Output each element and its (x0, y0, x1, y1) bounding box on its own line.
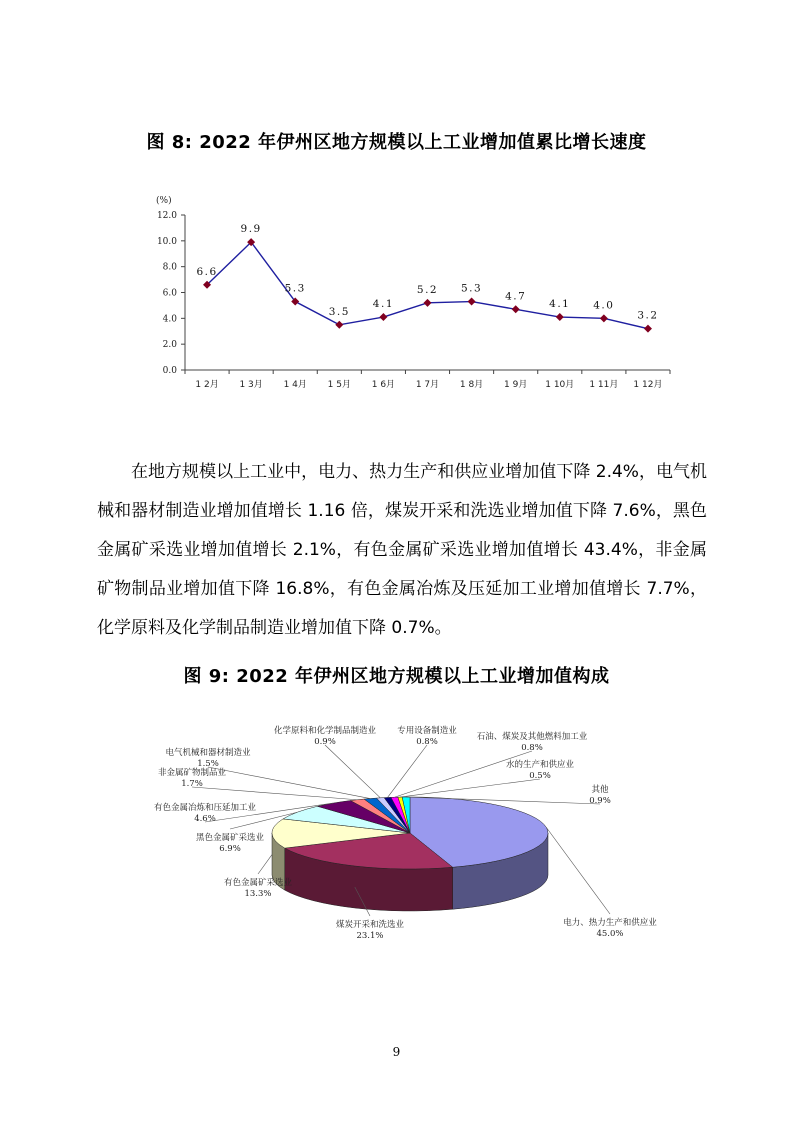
pie-label: 石油、煤炭及其他燃料加工业 (476, 732, 588, 742)
pie-value-label: 0.9% (314, 737, 336, 747)
data-point (335, 321, 343, 329)
pie-value-label: 4.6% (194, 814, 216, 824)
page-number: 9 (392, 1045, 401, 1059)
data-point (468, 298, 476, 306)
data-label: 3.2 (637, 309, 659, 322)
x-tick-label: 1 9月 (504, 380, 528, 390)
x-tick-label: 1 3月 (239, 380, 263, 390)
data-point (424, 299, 432, 307)
leader-line (388, 745, 427, 797)
leader-line (546, 827, 610, 914)
x-tick-label: 1 5月 (327, 380, 351, 390)
data-label: 5.3 (284, 282, 306, 295)
x-tick-label: 1 8月 (459, 380, 484, 390)
pie-label: 煤炭开采和洗选业 (335, 920, 405, 930)
data-label: 5.2 (416, 283, 439, 296)
y-tick-label: 6.0 (162, 288, 177, 299)
data-label: 3.5 (328, 305, 350, 318)
pie-chart (140, 700, 720, 970)
pie-value-label: 0.8% (416, 737, 438, 747)
y-tick-label: 10.0 (156, 236, 177, 247)
data-point (512, 305, 520, 313)
x-tick-label: 1 2月 (195, 380, 219, 390)
pie-value-label: 1.5% (197, 759, 219, 769)
x-tick-label: 1 10月 (545, 380, 575, 390)
x-tick-label: 1 12月 (633, 380, 663, 390)
pie-value-label: 13.3% (244, 889, 272, 899)
pie-value-label: 45.0% (596, 929, 624, 939)
pie-value-label: 1.7% (181, 779, 203, 789)
data-point (600, 314, 608, 322)
data-point (644, 325, 652, 333)
leader-line (394, 751, 532, 797)
pie-label: 其他 (591, 785, 609, 795)
paragraph-text: 在地方规模以上工业中，电力、热力生产和供应业增加值下降 2.4%，电气机械和器材制造业增加值增长 1.16 倍，煤炭开采和洗选业增加值下降 7.6%，黑色金属矿采选业增加值增长 2.1%，有色金属矿采选业增加值增长 43.4%，非金属矿物制品业增加值下降 16.8%，有色金属冶炼及压延加工业增加值增长 7.7%，化学原料及化学制品制造业增加值下降 0.7%。 (97, 462, 707, 638)
data-label: 6.6 (196, 265, 218, 278)
pie-label: 黑色金属矿采选业 (195, 833, 265, 843)
data-label: 4.7 (505, 290, 527, 303)
figure9-title: 图 9: 2022 年伊州区地方规模以上工业增加值构成 (183, 666, 610, 687)
leader-line (325, 745, 380, 798)
pie-value-label: 23.1% (356, 931, 384, 941)
pie-label: 化学原料和化学制品制造业 (273, 726, 377, 736)
y-tick-label: 0.0 (162, 366, 177, 376)
data-point (556, 313, 564, 321)
data-label: 4.1 (372, 298, 395, 311)
y-unit-label: (%) (156, 196, 172, 206)
data-label: 9.9 (240, 223, 262, 236)
y-tick-label: 8.0 (162, 262, 177, 273)
pie-value-label: 0.5% (529, 771, 551, 781)
data-label: 4.0 (593, 299, 615, 312)
x-tick-label: 1 7月 (415, 380, 440, 390)
pie-label: 有色金属冶炼和压延加工业 (153, 803, 257, 813)
line-chart (140, 185, 700, 415)
leader-line (258, 855, 272, 874)
y-tick-label: 4.0 (162, 314, 177, 325)
leader-line (192, 787, 357, 800)
pie-label: 专用设备制造业 (397, 726, 457, 736)
pie-label: 有色金属矿采选业 (223, 878, 293, 888)
pie-value-label: 0.9% (589, 796, 611, 806)
x-tick-label: 1 6月 (371, 380, 396, 390)
y-tick-label: 12.0 (156, 211, 177, 221)
body-paragraph (97, 453, 707, 648)
data-point (379, 313, 387, 321)
pie-value-label: 0.8% (521, 743, 543, 753)
data-label: 4.1 (549, 298, 571, 311)
pie-label: 电气机械和器材制造业 (165, 748, 251, 758)
pie-label: 非金属矿物制品业 (157, 768, 227, 778)
pie-label: 电力、热力生产和供应业 (563, 918, 657, 928)
figure8-title: 图 8: 2022 年伊州区地方规模以上工业增加值累比增长速度 (146, 132, 647, 153)
x-tick-label: 1 11月 (589, 380, 619, 390)
leader-line (208, 767, 370, 799)
pie-top (272, 797, 548, 869)
x-tick-label: 1 4月 (283, 380, 307, 390)
data-label: 5.3 (460, 282, 483, 295)
pie-label: 水的生产和供应业 (505, 760, 575, 770)
y-tick-label: 2.0 (162, 340, 177, 351)
pie-value-label: 6.9% (219, 844, 241, 854)
